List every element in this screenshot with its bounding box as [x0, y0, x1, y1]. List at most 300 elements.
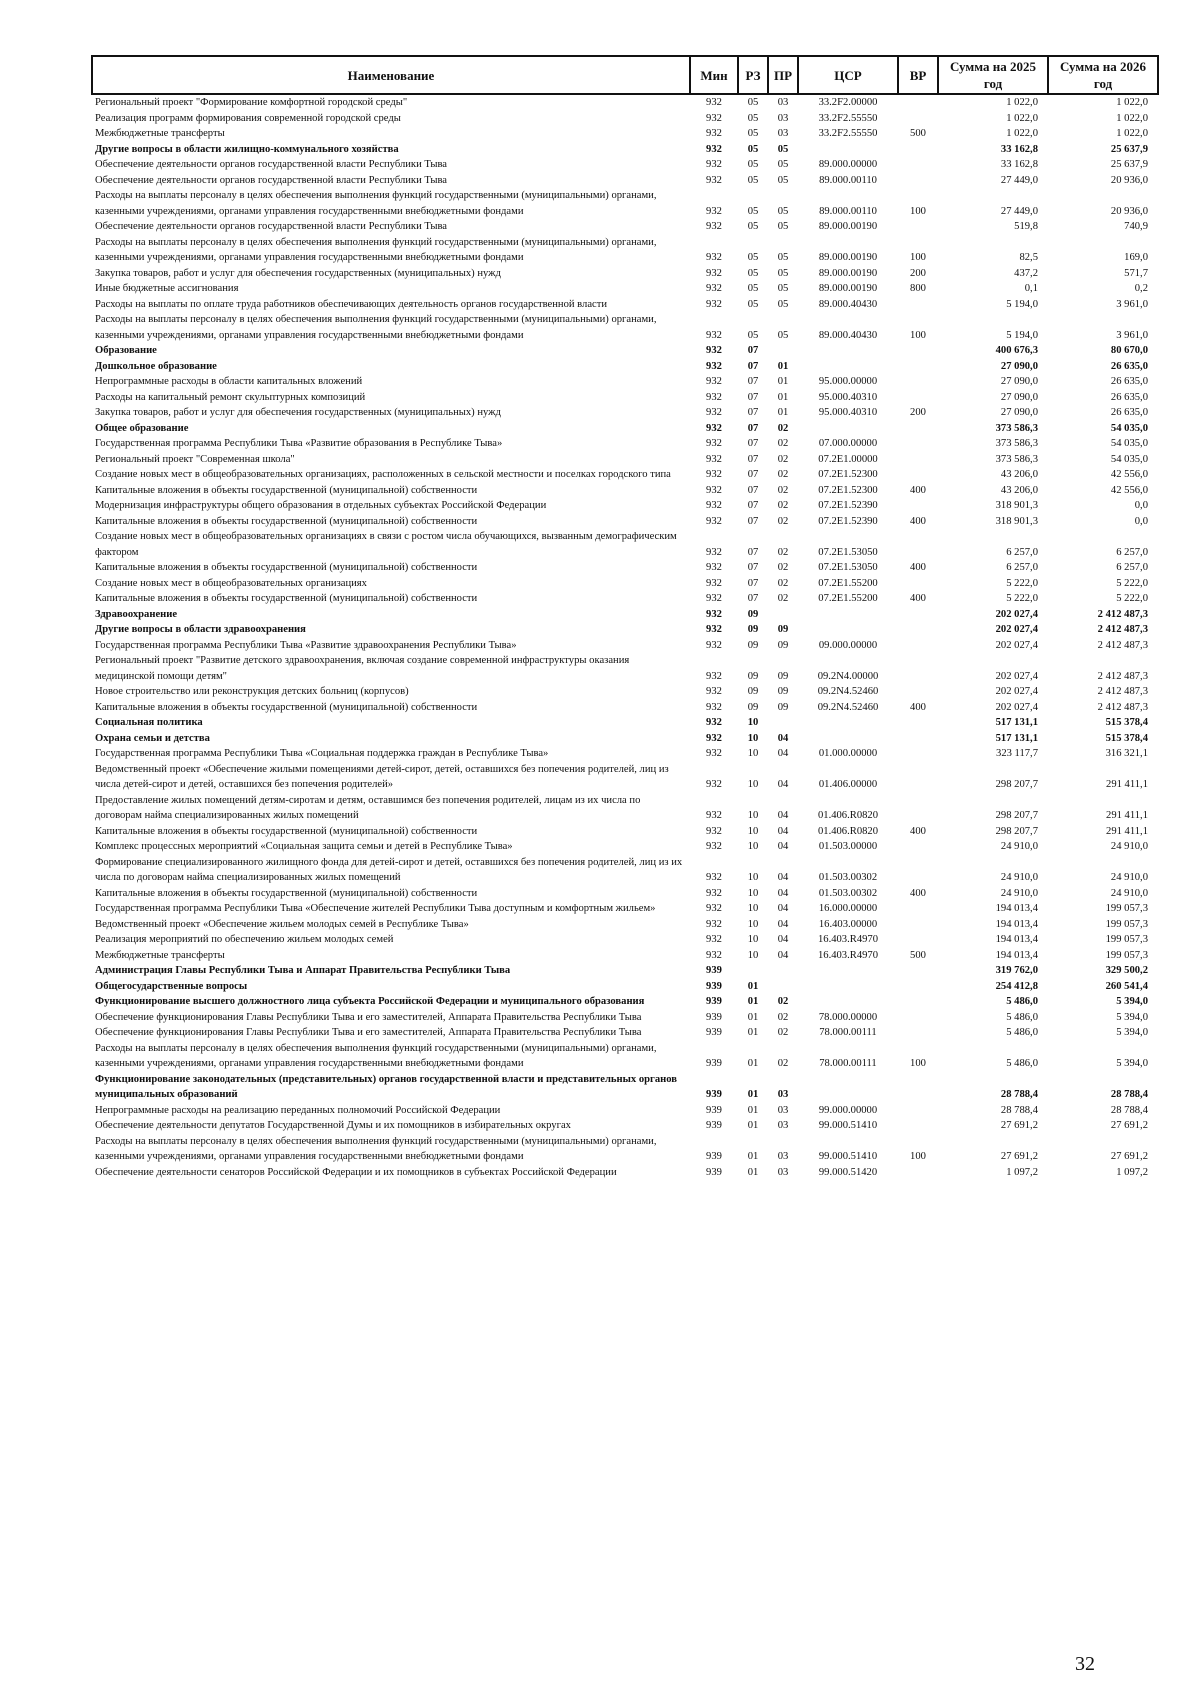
table-row — [92, 467, 1158, 483]
table-row — [92, 762, 1158, 793]
row-sum-2026: 740,9 — [1124, 221, 1148, 232]
table-row — [92, 312, 1158, 343]
row-pr: 01 — [777, 360, 789, 372]
row-vr — [898, 498, 938, 514]
row-pr: 04 — [777, 887, 789, 899]
row-sum-2026: 54 035,0 — [1110, 422, 1148, 434]
row-csr: 01.503.00302 — [818, 887, 878, 899]
row-min: 939 — [706, 980, 722, 992]
row-pr: 04 — [777, 748, 789, 759]
table-row — [92, 746, 1158, 762]
row-sum-2025: 33 162,8 — [1000, 143, 1038, 155]
row-pr — [768, 607, 798, 623]
row-csr: 07.2E1.53050 — [818, 562, 878, 573]
budget-sheet — [91, 55, 1157, 1180]
row-csr — [798, 715, 898, 731]
row-name: Обеспечение деятельности органов государственной власти Республики Тыва — [95, 159, 448, 170]
row-sum-2026: 6 257,0 — [1116, 562, 1148, 573]
row-csr: 95.000.00000 — [818, 376, 878, 387]
row-rz: 05 — [747, 174, 759, 186]
row-sum-2026: 27 691,2 — [1110, 1120, 1148, 1131]
header-rz: РЗ — [738, 56, 768, 94]
row-name: Общегосударственные вопросы — [95, 980, 248, 992]
row-sum-2025: 194 013,4 — [995, 903, 1038, 914]
table-row — [92, 917, 1158, 933]
row-vr — [898, 576, 938, 592]
row-sum-2025: 202 027,4 — [995, 701, 1038, 713]
row-csr: 95.000.40310 — [818, 391, 878, 403]
row-sum-2026: 2 412 487,3 — [1097, 701, 1148, 713]
row-sum-2025: 27 090,0 — [1000, 407, 1038, 418]
row-sum-2026: 25 637,9 — [1110, 143, 1148, 155]
row-pr: 05 — [777, 221, 789, 232]
row-sum-2026: 2 412 487,3 — [1097, 624, 1148, 635]
row-min: 932 — [706, 918, 722, 930]
row-min: 932 — [706, 546, 722, 558]
table-row — [92, 405, 1158, 421]
row-rz: 01 — [747, 1120, 759, 1131]
row-name: Расходы на выплаты персоналу в целях обеспечения выполнения функций государственными (муниципальными) органами, казенными учреждениями, органами управления государственными внебюджетными фондами — [95, 1042, 657, 1069]
row-name: Государственная программа Республики Тыва «Развитие образования в Республике Тыва» — [95, 438, 503, 449]
row-min: 932 — [706, 717, 722, 728]
row-csr: 07.2E1.55200 — [818, 593, 878, 604]
row-name: Региональный проект "Развитие детского здравоохранения, включая создание современной инфраструктуры оказания медицинской помощи детям" — [95, 655, 630, 682]
row-vr: 800 — [910, 283, 926, 294]
row-csr: 89.000.00110 — [819, 174, 877, 186]
row-sum-2025: 28 788,4 — [1000, 1089, 1038, 1100]
row-rz: 01 — [747, 1151, 759, 1162]
row-min: 932 — [706, 376, 722, 387]
table-body — [92, 94, 1158, 1180]
row-sum-2025: 5 486,0 — [1006, 1027, 1038, 1038]
row-name: Реализация мероприятий по обеспечению жильем молодых семей — [95, 934, 394, 945]
row-pr: 04 — [777, 779, 789, 790]
row-rz: 10 — [747, 949, 759, 961]
row-csr — [798, 359, 898, 375]
row-sum-2025: 318 901,3 — [995, 515, 1038, 527]
row-sum-2026: 27 691,2 — [1110, 1151, 1148, 1162]
row-min: 932 — [706, 872, 722, 883]
row-sum-2025: 27 449,0 — [1000, 205, 1038, 217]
row-csr: 78.000.00111 — [819, 1058, 877, 1069]
row-sum-2026: 1 022,0 — [1116, 97, 1148, 108]
row-pr: 09 — [777, 624, 789, 635]
table-row — [92, 700, 1158, 716]
row-csr: 78.000.00111 — [819, 1027, 877, 1038]
row-sum-2026: 26 635,0 — [1110, 407, 1148, 418]
row-name: Охрана семьи и детства — [95, 732, 210, 744]
row-sum-2026: 199 057,3 — [1105, 934, 1148, 945]
row-sum-2026: 5 222,0 — [1116, 593, 1148, 604]
row-rz: 07 — [747, 515, 759, 527]
row-vr — [898, 839, 938, 855]
table-row — [92, 886, 1158, 902]
row-vr — [898, 219, 938, 235]
row-pr: 01 — [777, 376, 789, 387]
row-rz: 05 — [747, 267, 759, 279]
row-sum-2026: 24 910,0 — [1110, 872, 1148, 883]
table-row — [92, 452, 1158, 468]
row-vr: 500 — [910, 128, 926, 139]
row-vr — [898, 359, 938, 375]
row-csr: 01.503.00302 — [818, 872, 878, 883]
row-sum-2026: 291 411,1 — [1106, 825, 1148, 837]
row-sum-2026: 5 222,0 — [1116, 577, 1148, 589]
row-vr — [898, 622, 938, 638]
row-csr: 33.2F2.55550 — [818, 128, 878, 139]
row-sum-2026: 5 394,0 — [1116, 1058, 1148, 1069]
table-row — [92, 529, 1158, 560]
row-csr: 01.503.00000 — [818, 841, 878, 852]
row-sum-2026: 1 022,0 — [1116, 128, 1148, 139]
row-rz: 01 — [747, 1027, 759, 1038]
row-sum-2025: 194 013,4 — [995, 934, 1038, 945]
table-row — [92, 979, 1158, 995]
row-pr: 04 — [777, 903, 789, 914]
row-vr — [898, 684, 938, 700]
row-csr: 07.000.00000 — [818, 438, 878, 449]
row-vr — [898, 1118, 938, 1134]
row-sum-2025: 1 022,0 — [1006, 112, 1038, 124]
row-sum-2026: 199 057,3 — [1105, 949, 1148, 961]
row-min: 932 — [706, 686, 722, 697]
table-row — [92, 684, 1158, 700]
row-sum-2025: 28 788,4 — [1000, 1104, 1038, 1116]
row-name: Функционирование высшего должностного лица субъекта Российской Федерации и муниципального образования — [95, 996, 645, 1007]
row-sum-2025: 202 027,4 — [995, 608, 1038, 620]
row-sum-2025: 298 207,7 — [995, 779, 1038, 790]
row-pr: 02 — [777, 422, 789, 434]
row-csr: 07.2E1.52390 — [818, 515, 878, 527]
row-min: 932 — [706, 562, 722, 573]
row-name: Иные бюджетные ассигнования — [95, 283, 239, 294]
table-row — [92, 126, 1158, 142]
row-csr: 99.000.51420 — [818, 1166, 878, 1178]
row-vr — [898, 111, 938, 127]
row-rz: 07 — [747, 376, 759, 387]
row-vr — [898, 607, 938, 623]
row-vr: 400 — [910, 593, 926, 604]
row-csr — [798, 963, 898, 979]
row-sum-2025: 194 013,4 — [995, 949, 1038, 961]
table-row — [92, 483, 1158, 499]
header-min: Мин — [690, 56, 738, 94]
row-name: Здравоохранение — [95, 608, 178, 620]
row-vr — [898, 746, 938, 762]
row-rz: 07 — [747, 484, 759, 496]
row-name: Закупка товаров, работ и услуг для обеспечения государственных (муниципальных) нужд — [95, 407, 501, 418]
row-name: Межбюджетные трансферты — [95, 949, 225, 961]
row-rz: 07 — [747, 469, 759, 480]
table-row — [92, 390, 1158, 406]
row-name: Реализация программ формирования современной городской среды — [95, 112, 401, 124]
row-vr: 100 — [910, 1151, 926, 1162]
row-min: 932 — [706, 128, 722, 139]
row-name: Предоставление жилых помещений детям-сиротам и детям, оставшимся без попечения родителей, лицам из их числа по договорам найма специализированных жилых помещений — [95, 794, 641, 821]
row-pr: 04 — [777, 825, 789, 837]
row-min: 932 — [706, 438, 722, 449]
row-pr: 02 — [777, 1011, 789, 1023]
row-pr: 02 — [777, 453, 789, 465]
row-name: Ведомственный проект «Обеспечение жилыми помещениями детей-сирот, детей, оставшихся без попечения родителей, лиц из числа детей-сирот и детей, оставшихся без попечения родителей» — [95, 763, 669, 790]
row-sum-2025: 6 257,0 — [1006, 562, 1038, 573]
row-min: 932 — [706, 903, 722, 914]
row-csr: 99.000.51410 — [818, 1120, 878, 1131]
table-row — [92, 1072, 1158, 1103]
row-csr: 07.2E1.55200 — [818, 577, 878, 589]
row-sum-2025: 323 117,7 — [996, 748, 1038, 759]
row-sum-2025: 5 486,0 — [1006, 996, 1038, 1007]
row-pr: 02 — [777, 515, 789, 527]
row-rz: 01 — [747, 996, 759, 1007]
row-min: 932 — [706, 252, 722, 263]
table-row — [92, 715, 1158, 731]
row-pr — [768, 963, 798, 979]
row-min: 939 — [706, 1120, 722, 1131]
row-pr: 09 — [777, 701, 789, 713]
row-min: 939 — [706, 965, 722, 976]
row-min: 932 — [706, 624, 722, 635]
row-csr: 99.000.00000 — [818, 1104, 878, 1116]
row-pr: 02 — [777, 1058, 789, 1069]
table-row — [92, 591, 1158, 607]
row-sum-2026: 3 961,0 — [1116, 329, 1148, 341]
row-pr: 03 — [777, 112, 789, 124]
header-sum-2025: Сумма на 2025 год — [938, 56, 1048, 94]
row-sum-2025: 202 027,4 — [995, 670, 1038, 682]
row-name: Социальная политика — [95, 717, 203, 728]
row-csr: 89.000.40430 — [818, 298, 878, 310]
row-vr — [898, 173, 938, 189]
table-row — [92, 1165, 1158, 1181]
row-sum-2025: 202 027,4 — [995, 624, 1038, 635]
row-sum-2025: 27 090,0 — [1000, 376, 1038, 387]
row-rz: 09 — [747, 639, 759, 651]
row-rz: 10 — [747, 717, 759, 728]
row-csr: 07.2E1.52390 — [818, 500, 878, 511]
table-row — [92, 266, 1158, 282]
row-sum-2026: 24 910,0 — [1110, 841, 1148, 852]
row-vr — [898, 142, 938, 158]
row-name: Функционирование законодательных (представительных) органов государственной власти и представительных органов муниципальных образований — [95, 1073, 677, 1100]
row-min: 932 — [706, 887, 722, 899]
row-min: 932 — [706, 825, 722, 837]
row-pr: 02 — [777, 500, 789, 511]
table-row — [92, 948, 1158, 964]
row-name: Расходы на выплаты персоналу в целях обеспечения выполнения функций государственными (муниципальными) органами, казенными учреждениями, органами управления государственными внебюджетными фондами — [95, 236, 657, 263]
row-min: 932 — [706, 593, 722, 604]
row-rz: 10 — [747, 825, 759, 837]
row-vr — [898, 638, 938, 654]
row-rz: 10 — [747, 918, 759, 930]
row-pr: 03 — [777, 97, 789, 108]
row-min: 932 — [706, 205, 722, 217]
table-row — [92, 1025, 1158, 1041]
row-sum-2026: 24 910,0 — [1110, 887, 1148, 899]
row-name: Создание новых мест в общеобразовательных организациях в связи с ростом числа обучающихся, вызванным демографическим фактором — [95, 531, 677, 558]
row-csr: 89.000.00190 — [818, 252, 878, 263]
row-min: 932 — [706, 329, 722, 341]
row-csr: 33.2F2.55550 — [818, 112, 878, 124]
row-pr: 04 — [777, 918, 789, 930]
row-name: Другие вопросы в области жилищно-коммунального хозяйства — [95, 143, 399, 155]
row-rz: 07 — [747, 453, 759, 465]
row-vr — [898, 917, 938, 933]
row-sum-2025: 24 910,0 — [1000, 887, 1038, 899]
row-rz: 05 — [747, 283, 759, 294]
row-sum-2026: 5 394,0 — [1116, 1027, 1148, 1038]
header-vr: ВР — [898, 56, 938, 94]
row-pr: 04 — [777, 841, 789, 852]
row-pr: 04 — [777, 872, 789, 883]
table-row — [92, 994, 1158, 1010]
row-name: Капитальные вложения в объекты государственной (муниципальной) собственности — [95, 887, 478, 899]
row-rz: 07 — [747, 546, 759, 558]
row-vr — [898, 1010, 938, 1026]
row-min: 939 — [706, 1089, 722, 1100]
table-row — [92, 793, 1158, 824]
table-row — [92, 421, 1158, 437]
row-csr: 99.000.51410 — [818, 1151, 878, 1162]
row-min: 932 — [706, 453, 722, 465]
row-name: Новое строительство или реконструкция детских больниц (корпусов) — [95, 686, 409, 697]
row-pr: 09 — [777, 639, 789, 651]
row-sum-2026: 42 556,0 — [1110, 469, 1148, 480]
row-sum-2026: 25 637,9 — [1110, 159, 1148, 170]
row-sum-2026: 5 394,0 — [1116, 996, 1148, 1007]
row-min: 939 — [706, 996, 722, 1007]
row-rz: 09 — [747, 624, 759, 635]
row-pr — [768, 979, 798, 995]
row-name: Государственная программа Республики Тыва «Социальная поддержка граждан в Республике Тыва» — [95, 748, 549, 759]
row-sum-2026: 199 057,3 — [1105, 918, 1148, 930]
row-csr: 07.2E1.52300 — [818, 484, 878, 496]
row-min: 932 — [706, 422, 722, 434]
row-min: 939 — [706, 1151, 722, 1162]
row-pr: 09 — [777, 670, 789, 682]
row-vr — [898, 436, 938, 452]
row-rz: 10 — [747, 732, 759, 744]
row-sum-2025: 27 090,0 — [1000, 391, 1038, 403]
row-min: 939 — [706, 1166, 722, 1178]
row-name: Государственная программа Республики Тыва «Обеспечение жителей Республики Тыва доступным и комфортным жильем» — [95, 903, 656, 914]
row-vr — [898, 979, 938, 995]
row-min: 932 — [706, 500, 722, 511]
row-min: 932 — [706, 934, 722, 945]
row-vr — [898, 1103, 938, 1119]
row-sum-2025: 1 022,0 — [1006, 128, 1038, 139]
table-row — [92, 142, 1158, 158]
row-name: Региональный проект "Формирование комфортной городской среды" — [95, 97, 408, 108]
row-rz: 05 — [747, 205, 759, 217]
table-row — [92, 855, 1158, 886]
row-min: 939 — [706, 1027, 722, 1038]
row-pr: 04 — [777, 732, 789, 744]
row-rz: 07 — [747, 577, 759, 589]
row-csr: 16.403.00000 — [818, 918, 878, 930]
row-pr: 09 — [777, 686, 789, 697]
budget-table — [91, 55, 1159, 1180]
header-sum-2026: Сумма на 2026 год — [1048, 56, 1158, 94]
row-sum-2026: 199 057,3 — [1105, 903, 1148, 914]
row-sum-2025: 5 222,0 — [1006, 577, 1038, 589]
table-row — [92, 173, 1158, 189]
row-rz: 10 — [747, 810, 759, 821]
row-rz: 05 — [747, 329, 759, 341]
row-pr: 05 — [777, 329, 789, 341]
row-sum-2025: 1 097,2 — [1006, 1166, 1038, 1178]
row-sum-2026: 329 500,2 — [1105, 965, 1148, 976]
row-rz: 09 — [747, 608, 759, 620]
row-vr: 100 — [910, 1058, 926, 1069]
row-name: Расходы на выплаты персоналу в целях обеспечения выполнения функций государственными (муниципальными) органами, казенными учреждениями, органами управления государственными внебюджетными фондами — [95, 314, 657, 341]
row-sum-2025: 319 762,0 — [995, 965, 1038, 976]
row-csr: 09.2N4.52460 — [817, 686, 879, 697]
row-vr — [898, 343, 938, 359]
row-csr: 01.406.R0820 — [817, 825, 879, 837]
row-rz: 05 — [747, 159, 759, 170]
row-name: Государственная программа Республики Тыва «Развитие здравоохранения Республики Тыва» — [95, 639, 517, 651]
row-sum-2025: 24 910,0 — [1000, 841, 1038, 852]
row-vr: 400 — [910, 825, 926, 837]
row-rz: 05 — [747, 112, 759, 124]
row-pr: 05 — [777, 298, 789, 310]
row-sum-2026: 1 097,2 — [1116, 1166, 1148, 1178]
row-rz: 05 — [747, 97, 759, 108]
row-name: Межбюджетные трансферты — [95, 128, 225, 139]
row-sum-2026: 2 412 487,3 — [1097, 608, 1148, 620]
row-vr — [898, 762, 938, 793]
row-name: Обеспечение деятельности органов государственной власти Республики Тыва — [95, 174, 448, 186]
row-rz: 07 — [747, 438, 759, 449]
row-sum-2026: 20 936,0 — [1110, 174, 1148, 186]
row-sum-2026: 515 378,4 — [1105, 732, 1148, 744]
row-csr: 89.000.00110 — [819, 205, 877, 217]
row-pr: 04 — [777, 934, 789, 945]
row-min: 932 — [706, 949, 722, 961]
row-csr — [798, 343, 898, 359]
row-sum-2025: 202 027,4 — [995, 639, 1038, 651]
row-sum-2025: 298 207,7 — [995, 810, 1038, 821]
row-vr: 200 — [910, 407, 926, 418]
row-rz: 07 — [747, 360, 759, 372]
row-name: Капитальные вложения в объекты государственной (муниципальной) собственности — [95, 562, 478, 573]
row-csr — [798, 622, 898, 638]
row-csr — [798, 421, 898, 437]
row-name: Капитальные вложения в объекты государственной (муниципальной) собственности — [95, 825, 478, 837]
row-sum-2026: 571,7 — [1124, 267, 1148, 279]
row-sum-2026: 42 556,0 — [1110, 484, 1148, 496]
row-sum-2026: 291 411,1 — [1106, 779, 1148, 790]
header-pr: ПР — [768, 56, 798, 94]
row-rz: 05 — [747, 252, 759, 263]
row-rz: 01 — [747, 1058, 759, 1069]
row-sum-2026: 0,2 — [1134, 283, 1148, 294]
row-min: 932 — [706, 221, 722, 232]
table-row — [92, 219, 1158, 235]
row-rz: 07 — [747, 562, 759, 573]
row-csr: 07.2E1.53050 — [818, 546, 878, 558]
row-sum-2025: 1 022,0 — [1006, 97, 1038, 108]
row-sum-2025: 373 586,3 — [995, 453, 1038, 465]
row-rz: 01 — [747, 1011, 759, 1023]
table-row — [92, 622, 1158, 638]
row-rz: 01 — [747, 1089, 759, 1100]
row-name: Расходы на выплаты персоналу в целях обеспечения выполнения функций государственными (муниципальными) органами, казенными учреждениями, органами управления государственными внебюджетными фондами — [95, 190, 657, 217]
row-vr — [898, 793, 938, 824]
table-row — [92, 576, 1158, 592]
header-name: Наименование — [92, 56, 690, 94]
